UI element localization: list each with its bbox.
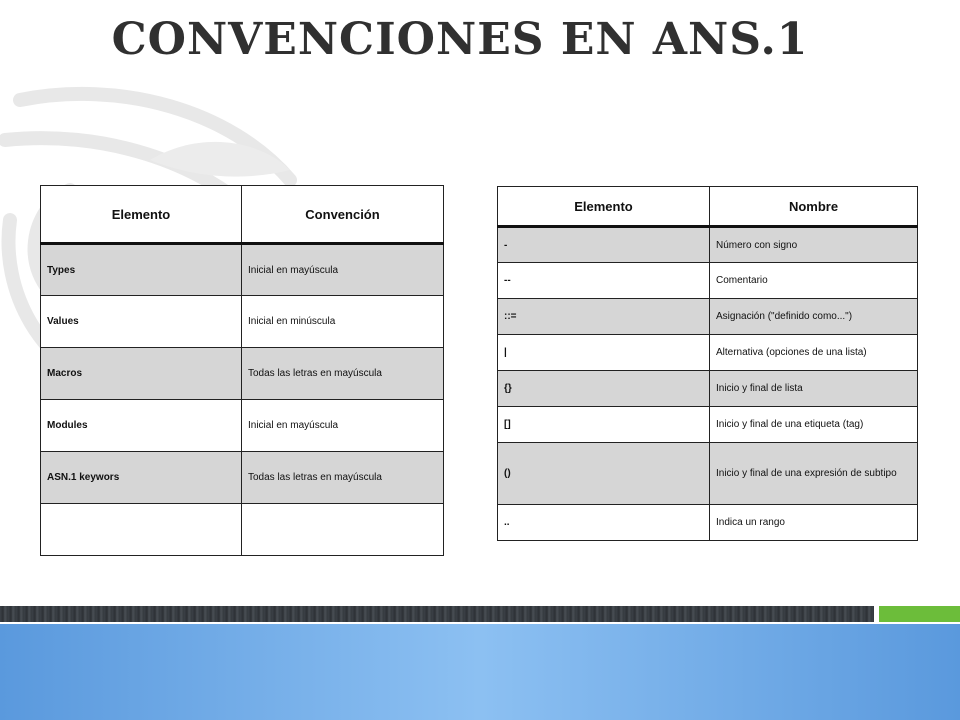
column-header-elemento: Elemento <box>41 186 242 244</box>
convention-cell: Todas las letras en mayúscula <box>242 348 444 400</box>
symbol-cell: () <box>498 443 710 505</box>
element-cell: Modules <box>41 400 242 452</box>
name-cell: Número con signo <box>710 227 918 263</box>
convention-cell: Inicial en mayúscula <box>242 244 444 296</box>
footer-dark-bar <box>0 606 874 622</box>
convention-cell: Inicial en minúscula <box>242 296 444 348</box>
name-cell: Comentario <box>710 263 918 299</box>
table-row <box>41 400 444 452</box>
symbol-cell: [] <box>498 407 710 443</box>
element-cell <box>41 504 242 556</box>
column-header-nombre: Nombre <box>710 187 918 227</box>
table-row <box>41 244 444 296</box>
name-cell: Inicio y final de una etiqueta (tag) <box>710 407 918 443</box>
element-cell: ASN.1 keywors <box>41 452 242 504</box>
page-title: CONVENCIONES EN ANS.1 <box>111 14 809 65</box>
table-row <box>498 335 918 371</box>
column-header-elemento: Elemento <box>498 187 710 227</box>
symbol-cell: | <box>498 335 710 371</box>
symbol-cell: - <box>498 227 710 263</box>
name-cell: Alternativa (opciones de una lista) <box>710 335 918 371</box>
table-row <box>498 407 918 443</box>
symbol-cell: -- <box>498 263 710 299</box>
symbol-cell: .. <box>498 505 710 541</box>
footer-green-accent <box>879 606 960 622</box>
table-row <box>498 227 918 263</box>
symbol-cell: {} <box>498 371 710 407</box>
table-row <box>498 263 918 299</box>
symbols-table <box>497 186 918 541</box>
convention-cell: Inicial en mayúscula <box>242 400 444 452</box>
footer-blue-band <box>0 624 960 720</box>
table-row <box>41 348 444 400</box>
symbol-cell: ::= <box>498 299 710 335</box>
convention-cell <box>242 504 444 556</box>
name-cell: Inicio y final de una expresión de subtipo <box>710 443 918 505</box>
table-row <box>498 371 918 407</box>
column-header-convencion: Convención <box>242 186 444 244</box>
table-row <box>498 443 918 505</box>
name-cell: Inicio y final de lista <box>710 371 918 407</box>
table-row <box>498 505 918 541</box>
element-cell: Values <box>41 296 242 348</box>
table-header-row <box>498 187 918 227</box>
table-row <box>41 296 444 348</box>
name-cell: Indica un rango <box>710 505 918 541</box>
name-cell: Asignación ("definido como...") <box>710 299 918 335</box>
element-cell: Types <box>41 244 242 296</box>
convention-cell: Todas las letras en mayúscula <box>242 452 444 504</box>
conventions-table <box>40 185 444 556</box>
element-cell: Macros <box>41 348 242 400</box>
table-row <box>498 299 918 335</box>
table-row <box>41 452 444 504</box>
table-header-row <box>41 186 444 244</box>
table-row <box>41 504 444 556</box>
